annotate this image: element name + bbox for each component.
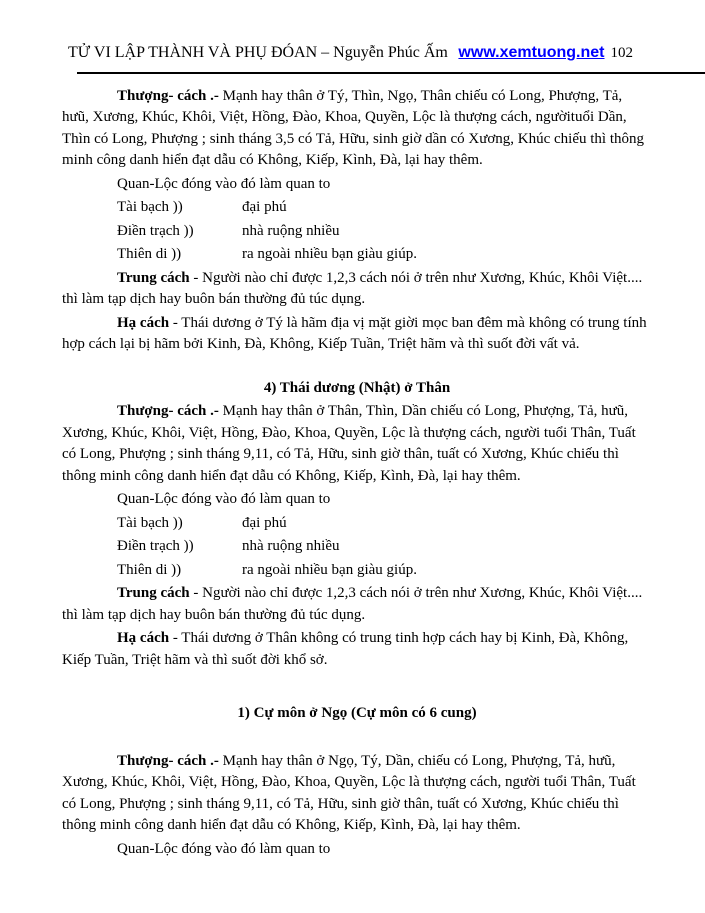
- quan-loc-line: Quan-Lộc đóng vào đó làm quan to: [117, 175, 331, 192]
- page-number: 102: [610, 45, 633, 61]
- ha-cach-label: Hạ cách: [117, 314, 170, 331]
- list-item-label: Thiên di )): [117, 246, 182, 262]
- list-item-value: đại phú: [242, 199, 287, 215]
- list-item: [62, 513, 652, 535]
- thuong-cach-label: Thượng- cách .-: [117, 403, 219, 419]
- trung-cach-text: - Người nào chỉ được 1,2,3 cách nói ở trên như Xương, Khúc, Khôi Việt.... thì làm tạp dịch hay buôn bán thường đủ túc dụng.: [62, 269, 643, 307]
- thuong-cach-label: Thượng- cách .-: [117, 752, 219, 769]
- list-item-label: Tài bạch )): [117, 514, 183, 531]
- paragraph-thuong-cach: [62, 751, 652, 837]
- quan-loc-line: Quan-Lộc đóng vào đó làm quan to: [117, 491, 331, 507]
- website-link[interactable]: www.xemtuong.net: [458, 44, 605, 61]
- list-item: [62, 244, 652, 266]
- trung-cach-label: Trung cách: [117, 269, 190, 286]
- page-content: [62, 86, 652, 861]
- thuong-cach-label: Thượng- cách .-: [117, 87, 219, 104]
- list-item: [62, 221, 652, 243]
- header-right: [458, 42, 633, 65]
- thuong-cach-text: Mạnh hay thân ở Tý, Thìn, Ngọ, Thân chiếu có Long, Phượng, Tả, hưũ, Xương, Khúc, Khôi, Việt, Hồng, Đào, Khoa, Quyền, Lộc là thượng cách, ngườituổi Dần, Thìn có Long, Phượng ; sinh tháng 3,5 có Tả, Hữu, sinh giờ dần có Xương, Khúc chiếu thì thông minh công danh hiển đạt dẫu có Không, Kiếp, Kình, Đà, lại hay thêm.: [62, 87, 645, 168]
- list-item-value: nhà ruộng nhiều: [242, 538, 340, 554]
- ha-cach-text: - Thái dương ở Thân không có trung tinh hợp cách hay bị Kinh, Đà, Không, Kiếp Tuần, Triệt hãm và thì suốt đời khổ sở.: [62, 630, 629, 668]
- list-item-label: Điền trạch )): [117, 538, 194, 554]
- page-header: [0, 0, 705, 65]
- list-item: [62, 560, 652, 582]
- trung-cach-text: - Người nào chỉ được 1,2,3 cách nói ở trên như Xương, Khúc, Khôi Việt.... thì làm tạp dịch hay buôn bán thường đủ túc dụng.: [62, 585, 643, 623]
- thuong-cach-text: Mạnh hay thân ở Ngọ, Tý, Dần, chiếu có Long, Phượng, Tả, hưũ, Xương, Khúc, Khôi, Việt, Hồng, Đào, Khoa, Quyền, Lộc là thượng cách, người tuổi Thân, Tuất có Long, Phượng ; sinh tháng 9,11, có Tả, Hữu, sinh giờ thân, tuất có Xương, Khúc chiếu thì thông minh công danh hiển đạt dẫu có Không, Kiếp, Kình, Đà, lại hay thêm.: [62, 752, 636, 833]
- list-item-value: ra ngoài nhiều bạn giàu giúp.: [242, 246, 417, 262]
- section-heading: 4) Thái dương (Nhật) ở Thân: [263, 379, 451, 396]
- paragraph-ha-cach: [62, 628, 652, 671]
- ha-cach-label: Hạ cách: [117, 630, 170, 646]
- list-item: [62, 536, 652, 558]
- quan-loc-line: Quan-Lộc đóng vào đó làm quan to: [117, 840, 331, 857]
- list-item-label: Điền trạch )): [117, 222, 194, 239]
- paragraph-trung-cach: [62, 268, 652, 311]
- header-title: TỬ VI LẬP THÀNH VÀ PHỤ ĐÓAN – Nguyễn Phúc Ấm: [68, 44, 448, 61]
- list-item-label: Tài bạch )): [117, 199, 183, 215]
- trung-cach-label: Trung cách: [117, 585, 190, 601]
- header-rule: [77, 72, 705, 74]
- list-item-value: đại phú: [242, 514, 287, 531]
- paragraph-trung-cach: [62, 583, 652, 626]
- list-item-label: Thiên di )): [117, 561, 182, 578]
- ha-cach-text: - Thái dương ở Tý là hãm địa vị mặt giời mọc ban đêm mà không có trung tính hợp cách lại bị hãm bởi Kinh, Đà, Không, Kiếp Tuần, Triệt hãm và thì suốt đời vất vả.: [62, 314, 647, 352]
- paragraph-ha-cach: [62, 313, 652, 356]
- paragraph-thuong-cach: [62, 401, 652, 487]
- list-item-value: ra ngoài nhiều bạn giàu giúp.: [242, 561, 417, 578]
- list-item: [62, 197, 652, 219]
- list-item-value: nhà ruộng nhiều: [242, 222, 340, 239]
- thuong-cach-text: Mạnh hay thân ở Thân, Thìn, Dần chiếu có Long, Phượng, Tả, hưũ, Xương, Khúc, Khôi, Việt, Hồng, Đào, Khoa, Quyền, Lộc là thượng cách, người tuổi Thân, Tuất có Long, Phượng ; sinh tháng 9,11, có Tả, Hữu, sinh giờ thân, tuất có Xương, Khúc chiếu thì thông minh công danh hiển đạt dẫu có Không, Kiếp, Kình, Đà, lại hay thêm.: [62, 403, 636, 484]
- section-heading: 1) Cự môn ở Ngọ (Cự môn có 6 cung): [237, 705, 477, 721]
- paragraph-thuong-cach: [62, 86, 652, 172]
